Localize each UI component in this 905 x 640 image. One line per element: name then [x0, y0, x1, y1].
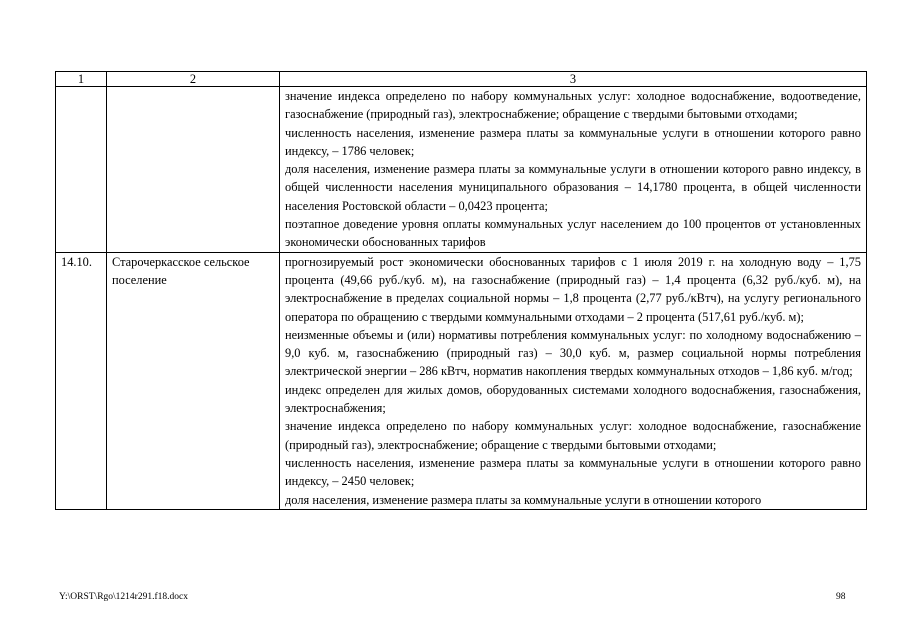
paragraph: численность населения, изменение размера платы за коммунальные услуги в отношении которого равно индексу, – 2450 человек; [285, 455, 861, 489]
header-cell-2: 2 [107, 72, 280, 87]
row-number-cell [56, 87, 107, 253]
row-description-cell [280, 87, 867, 253]
paragraph: прогнозируемый рост экономически обоснованных тарифов с 1 июля 2019 г. на холодную воду – 1,75 процента (49,66 руб./куб. м), на газоснабжение (природный газ) – 1,4 процента (6,32 руб./куб. м), на электроснабжение в пределах социальной нормы – 1,8 процента (2,77 руб./кВтч), на услугу регионального оператора по обращению с твердыми коммунальными отходами – 2 процента (517,61 руб./куб. м); [285, 254, 861, 324]
row-name-cell [107, 87, 280, 253]
paragraph: значение индекса определено по набору коммунальных услуг: холодное водоснабжение, газоснабжение (природный газ), электроснабжение; обращение с твердыми бытовыми отходами; [285, 419, 861, 452]
table-header-row [56, 72, 867, 87]
table-row-continuation [56, 87, 867, 253]
paragraph: доля населения, изменение размера платы за коммунальные услуги в отношении которого [285, 492, 762, 507]
paragraph: доля населения, изменение размера платы за коммунальные услуги в отношении которого равно индексу, в общей численности населения муниципального образования – 14,1780 процента, в общей численности населения Ростовской области – 0,0423 процента; [285, 162, 861, 213]
header-cell-3: 3 [280, 72, 867, 87]
paragraph: численность населения, изменение размера платы за коммунальные услуги в отношении которого равно индексу, – 1786 человек; [285, 125, 861, 158]
footer-file-path: Y:\ORST\Rgo\1214r291.f18.docx [59, 592, 188, 602]
document-page [55, 71, 866, 510]
header-cell-1: 1 [56, 72, 107, 87]
row-description-cell [280, 252, 867, 509]
table-row [56, 252, 867, 509]
tariff-table [55, 71, 867, 510]
row-name-cell: Старочеркасское сельское поселение [107, 252, 280, 509]
row-number-cell: 14.10. [56, 252, 107, 509]
paragraph: индекс определен для жилых домов, оборудованных системами холодного водоснабжения, газоснабжения, электроснабжения; [285, 382, 861, 416]
footer-page-number: 98 [836, 592, 846, 602]
paragraph: поэтапное доведение уровня оплаты коммунальных услуг населением до 100 процентов от установленных экономически обоснованных тарифов [285, 217, 861, 250]
paragraph: значение индекса определено по набору коммунальных услуг: холодное водоснабжение, водоотведение, газоснабжение (природный газ), электроснабжение; обращение с твердыми бытовыми отходами; [285, 89, 861, 122]
paragraph: неизменные объемы и (или) нормативы потребления коммунальных услуг: по холодному водоснабжению – 9,0 куб. м, газоснабжению (природный газ) – 30,0 куб. м, размер социальной нормы потребления электрической энергии – 286 кВтч, норматив накопления твердых коммунальных отходов – 1,86 куб. м/год; [285, 327, 861, 379]
